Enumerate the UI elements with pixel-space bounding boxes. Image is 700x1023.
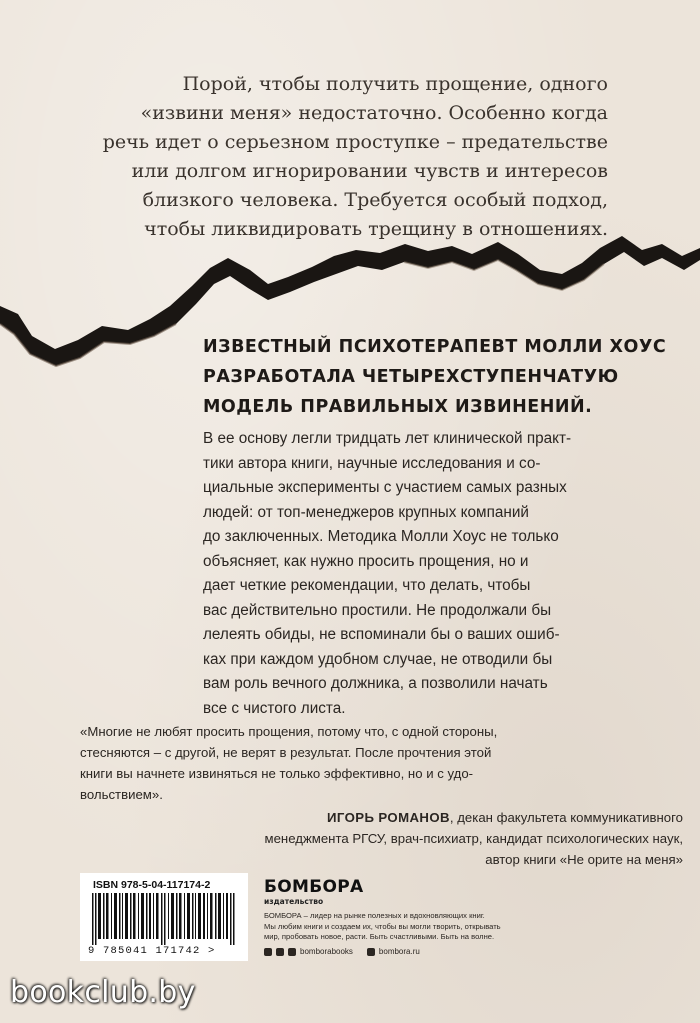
quote-attribution [83, 807, 683, 870]
body-line: ках при каждом удобном случае, не отводили бы [203, 650, 553, 668]
publisher-description [264, 911, 564, 943]
watermark: bookclub.by [10, 975, 196, 1010]
body-line: вас действительно простили. Не продолжали бы [203, 601, 552, 619]
quote-line: стесняются – с другой, не верят в результат. После прочтения этой [80, 745, 492, 760]
publisher-desc-line: мир, пробовать новое, расти. Быть счастливыми. Быть на волне. [264, 932, 495, 941]
headline [203, 332, 673, 422]
body-line: дает четкие рекомендации, что делать, чтобы [203, 577, 531, 594]
body-line: В ее основу легли тридцать лет клинической практ- [203, 430, 572, 447]
headline-line: ИЗВЕСТНЫЙ ПСИХОТЕРАПЕВТ МОЛЛИ ХОУС [203, 337, 667, 357]
publisher-subtitle: издательство [264, 897, 324, 906]
headline-line: РАЗРАБОТАЛА ЧЕТЫРЕХСТУПЕНЧАТУЮ [203, 367, 619, 387]
vk-icon [276, 948, 284, 956]
review-quote [80, 721, 683, 805]
intro-line: чтобы ликвидировать трещину в отношениях. [144, 218, 608, 240]
description-paragraph [203, 427, 673, 721]
intro-line: речь идет о серьезном проступке – предательстве [102, 131, 608, 153]
attribution-line-2: менеджмента РГСУ, врач-психиатр, кандидат психологических наук, [264, 831, 683, 846]
publisher-social [264, 947, 420, 956]
isbn-barcode-block [80, 873, 248, 961]
publisher-desc-line: БОМБОРА – лидер на рынке полезных и вдохновляющих книг. [264, 911, 485, 920]
facebook-icon [264, 948, 272, 956]
globe-icon [367, 948, 375, 956]
social-handle: bomborabooks [300, 947, 353, 956]
author-title: , декан факультета коммуникативного [449, 810, 683, 825]
publisher-desc-line: Мы любим книги и создаем их, чтобы вы могли творить, открывать [264, 921, 501, 931]
publisher-logo: БОМБОРА [264, 877, 364, 897]
author-name: ИГОРЬ РОМАНОВ [327, 810, 450, 825]
body-line: циальные эксперименты с участием самых разных [203, 479, 567, 496]
body-line: людей: от топ-менеджеров крупных компаний [203, 503, 529, 521]
barcode-graphic [88, 893, 240, 945]
quote-line: вольствием». [80, 787, 163, 802]
barcode-digits: 9 785041 171742 > [88, 945, 216, 957]
quote-line: книги вы начнете извиняться не только эффективно, но и с удо- [80, 766, 474, 781]
body-line: тики автора книги, научные исследования и со- [203, 454, 541, 472]
attribution-line-1 [83, 807, 683, 828]
intro-line: «извини меня» недостаточно. Особенно когда [140, 102, 608, 124]
instagram-icon [288, 948, 296, 956]
intro-line: Порой, чтобы получить прощение, одного [182, 73, 608, 95]
publisher-site: bombora.ru [378, 947, 420, 956]
attribution-line-3: автор книги «Не орите на меня» [485, 852, 683, 867]
headline-line: МОДЕЛЬ ПРАВИЛЬНЫХ ИЗВИНЕНИЙ. [203, 397, 593, 417]
body-line: до заключенных. Методика Молли Хоус не только [203, 528, 559, 545]
intro-line: близкого человека. Требуется особый подход, [142, 189, 608, 211]
body-line: все с чистого листа. [203, 699, 346, 717]
body-line: объясняет, как нужно просить прощения, но и [203, 552, 529, 570]
body-line: вам роль вечного должника, а позволили начать [203, 675, 548, 692]
body-line: лелеять обиды, не вспоминали бы о ваших ошиб- [203, 626, 560, 643]
intro-line: или долгом игнорировании чувств и интересов [131, 160, 608, 182]
isbn-label: ISBN 978-5-04-117174-2 [93, 879, 211, 891]
quote-line: «Многие не любят просить прощения, потому что, с одной стороны, [80, 724, 498, 739]
